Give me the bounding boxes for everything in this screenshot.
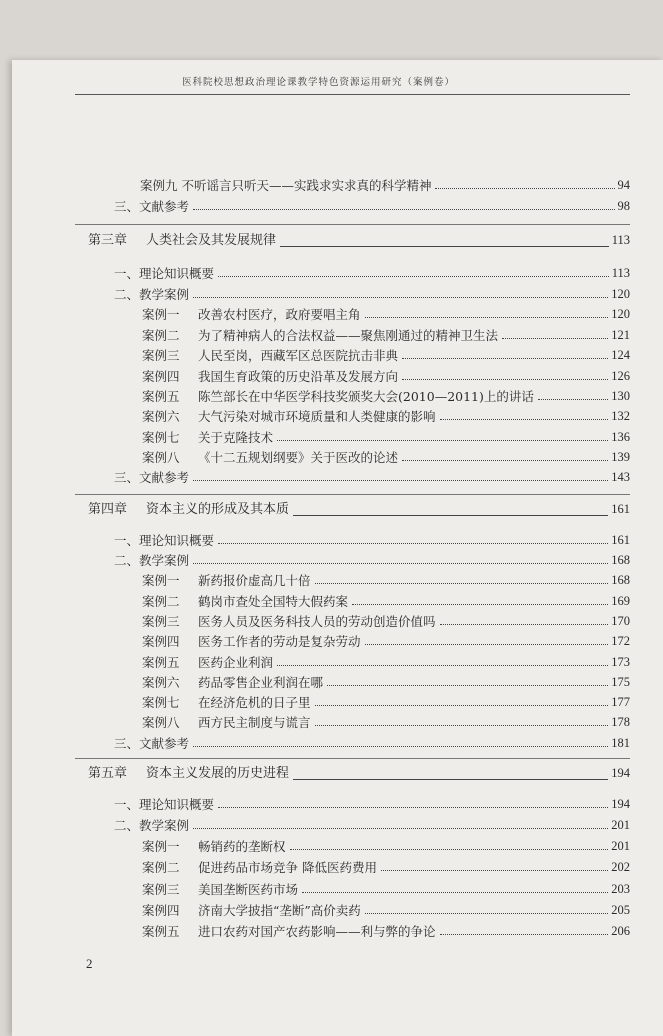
toc-entry: 案例四 医务工作者的劳动是复杂劳动 172 <box>142 634 630 649</box>
toc-entry: 案例七 在经济危机的日子里 177 <box>142 695 630 710</box>
toc-entry: 案例八 西方民主制度与谎言 178 <box>142 715 630 730</box>
toc-entry: 案例七 关于克隆技术 136 <box>142 430 630 445</box>
chapter-separator <box>75 494 630 495</box>
toc-entry: 二、教学案例 201 <box>114 818 630 833</box>
toc-chapter: 第四章 资本主义的形成及其本质 161 <box>88 502 630 517</box>
toc-entry: 案例六 大气污染对城市环境质量和人类健康的影响 132 <box>142 409 630 424</box>
toc-entry: 案例二 促进药品市场竞争 降低医药费用 202 <box>142 860 630 875</box>
toc-entry: 案例一 新药报价虚高几十倍 168 <box>142 573 630 588</box>
toc-entry: 案例九 不听谣言只听天——实践求实求真的科学精神 94 <box>140 178 630 193</box>
toc-entry: 案例八 《十二五规划纲要》关于医改的论述 139 <box>142 450 630 465</box>
toc-entry: 二、教学案例 120 <box>114 287 630 302</box>
toc-entry: 三、文献参考 98 <box>114 199 630 214</box>
toc-entry: 案例五 医药企业利润 173 <box>142 655 630 670</box>
toc-entry: 案例六 药品零售企业利润在哪 175 <box>142 675 630 690</box>
toc-entry: 三、文献参考 143 <box>114 470 630 485</box>
toc-entry: 案例五 进口农药对国产农药影响——利与弊的争论 206 <box>142 924 630 939</box>
toc-entry: 案例三 人民至岗，西藏军区总医院抗击非典 124 <box>142 348 630 363</box>
toc-entry: 案例四 我国生育政策的历史沿革及发展方向 126 <box>142 369 630 384</box>
chapter-separator <box>75 224 630 225</box>
toc-entry: 案例一 改善农村医疗，政府要唱主角 120 <box>142 307 630 322</box>
toc-entry: 一、理论知识概要 161 <box>114 533 630 548</box>
toc-entry: 二、教学案例 168 <box>114 553 630 568</box>
page-number: 2 <box>86 956 93 971</box>
toc-entry: 一、理论知识概要 194 <box>114 797 630 812</box>
toc-entry: 案例二 为了精神病人的合法权益——聚焦刚通过的精神卫生法 121 <box>142 328 630 343</box>
toc-entry: 案例三 医务人员及医务科技人员的劳动创造价值吗 170 <box>142 614 630 629</box>
toc-entry: 案例四 济南大学披指“垄断”高价卖药 205 <box>142 903 630 918</box>
toc-entry: 三、文献参考 181 <box>114 736 630 751</box>
toc-chapter: 第五章 资本主义发展的历史进程 194 <box>88 766 630 781</box>
running-header: 医科院校思想政治理论课教学特色资源运用研究（案例卷） <box>182 77 456 88</box>
toc-entry: 一、理论知识概要 113 <box>114 266 630 281</box>
chapter-separator <box>75 758 630 759</box>
toc-entry: 案例一 畅销药的垄断权 201 <box>142 839 630 854</box>
toc-entry: 案例二 鹤岗市查处全国特大假药案 169 <box>142 594 630 609</box>
toc-entry: 案例三 美国垄断医药市场 203 <box>142 882 630 897</box>
toc-entry: 案例五 陈竺部长在中华医学科技奖颁奖大会(2010—2011)上的讲话 130 <box>142 389 630 404</box>
toc-chapter: 第三章 人类社会及其发展规律 113 <box>88 233 630 248</box>
